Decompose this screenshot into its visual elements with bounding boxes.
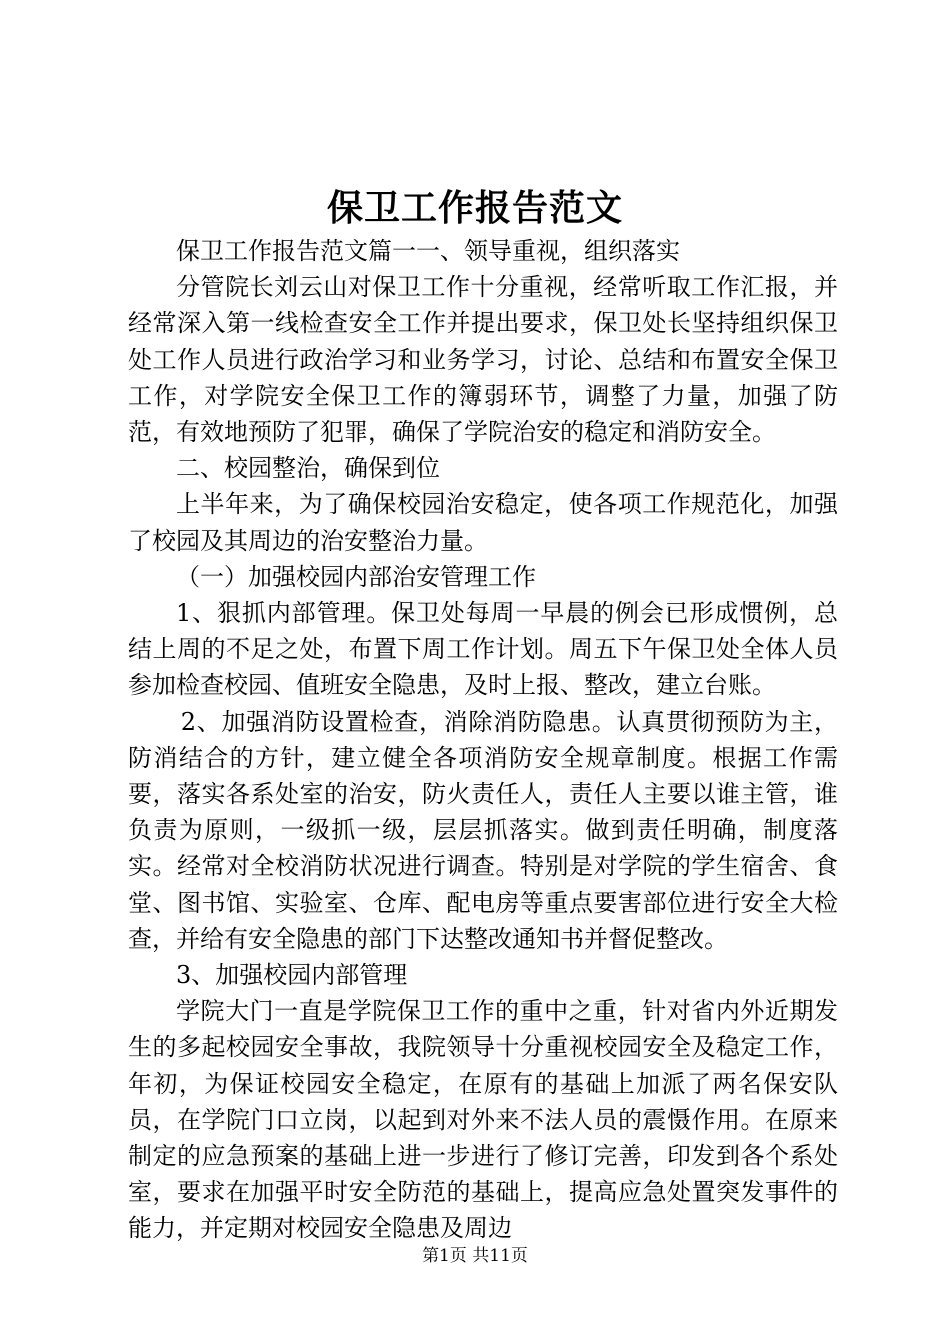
document-title: 保卫工作报告范文 (326, 187, 623, 229)
page-footer: 第1页 共11页 (422, 1246, 528, 1266)
paragraph: 上半年来，为了确保校园治安稳定，使各项工作规范化，加强了校园及其周边的治安整治力量。 (128, 490, 838, 555)
section-heading: （一）加强校园内部治安管理工作 (176, 562, 536, 591)
document-body (128, 233, 838, 1247)
paragraph: 学院大门一直是学院保卫工作的重中之重，针对省内外近期发生的多起校园安全事故，我院领导十分重视校园安全及稳定工作，年初，为保证校园安全稳定，在原有的基础上加派了两名保安队员，在学院门口立岗，以起到对外来不法人员的震慑作用。在原来制定的应急预案的基础上进一步进行了修订完善，印发到各个系处室，要求在加强平时安全防范的基础上，提高应急处置突发事件的能力，并定期对校园安全隐患及周边 (128, 997, 838, 1243)
paragraph: 1、狠抓内部管理。保卫处每周一早晨的例会已形成惯例，总结上周的不足之处，布置下周工作计划。周五下午保卫处全体人员参加检查校园、值班安全隐患，及时上报、整改，建立台账。 (128, 599, 838, 700)
section-heading: 3、加强校园内部管理 (176, 961, 408, 990)
paragraph: 保卫工作报告范文篇一一、领导重视，组织落实 (176, 237, 680, 265)
section-heading: 二、校园整治，确保到位 (176, 454, 440, 483)
paragraph: 2、加强消防设置检查，消除消防隐患。认真贯彻预防为主，防消结合的方针，建立健全各项消防安全规章制度。根据工作需要，落实各系处室的治安，防火责任人，责任人主要以谁主管，谁负责为原则，一级抓一级，层层抓落实。做到责任明确，制度落实。经常对全校消防状况进行调查。特别是对学院的学生宿舍、食堂、图书馆、实验室、仓库、配电房等重点要害部位进行安全大检查，并给有安全隐患的部门下达整改通知书并督促整改。 (128, 707, 838, 953)
paragraph: 分管院长刘云山对保卫工作十分重视，经常听取工作汇报，并经常深入第一线检查安全工作并提出要求，保卫处长坚持组织保卫处工作人员进行政治学习和业务学习，讨论、总结和布置安全保卫工作，对学院安全保卫工作的簿弱环节，调整了力量，加强了防范，有效地预防了犯罪，确保了学院治安的稳定和消防安全。 (128, 273, 838, 447)
